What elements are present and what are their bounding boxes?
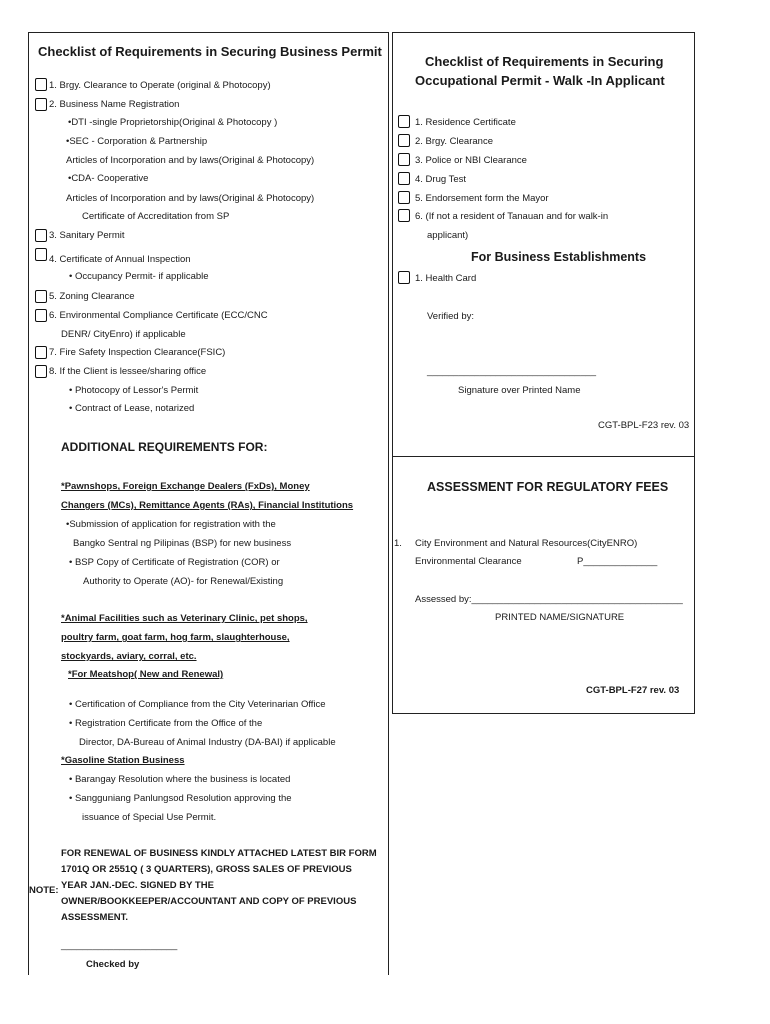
form-code-f27: CGT-BPL-F27 rev. 03 (586, 685, 680, 696)
checkbox-residence-certificate[interactable] (398, 115, 410, 128)
right-top-top-border (392, 32, 695, 33)
item-business-name: 2. Business Name Registration (49, 99, 180, 110)
item-occupancy-permit: • Occupancy Permit- if applicable (69, 271, 209, 282)
item-fsic: 7. Fire Safety Inspection Clearance(FSIC) (49, 347, 226, 358)
right-bottom-bottom-border (392, 713, 695, 714)
animal-item-da-bai: Director, DA-Bureau of Animal Industry (DA-BAI) if applicable (79, 737, 336, 748)
form-code-f23: CGT-BPL-F23 rev. 03 (598, 420, 690, 431)
item-lessee: 8. If the Client is lessee/sharing office (49, 366, 207, 377)
occ-item-residence: 1. Residence Certificate (415, 117, 516, 128)
occ-item-applicant: applicant) (427, 230, 469, 241)
checkbox-occ-brgy-clearance[interactable] (398, 134, 410, 147)
left-panel-left-border (28, 32, 29, 975)
note-line-1: FOR RENEWAL OF BUSINESS KINDLY ATTACHED LATEST BIR FORM (61, 848, 377, 859)
additional-requirements-heading: ADDITIONAL REQUIREMENTS FOR: (61, 440, 268, 454)
right-top-bottom-border (392, 456, 695, 457)
signature-line: ________________________________ (427, 366, 597, 377)
right-top-right-border (694, 32, 695, 457)
checkbox-fsic[interactable] (35, 346, 47, 359)
note-label: NOTE: (29, 885, 59, 896)
checked-by-label: Checked by (86, 959, 140, 970)
note-line-5: ASSESSMENT. (61, 912, 129, 923)
checkbox-ecc[interactable] (35, 309, 47, 322)
checkbox-sanitary-permit[interactable] (35, 229, 47, 242)
printed-name-signature-label: PRINTED NAME/SIGNATURE (495, 612, 625, 623)
item-annual-inspection: 4. Certificate of Annual Inspection (49, 254, 191, 265)
note-line-4: OWNER/BOOKKEEPER/ACCOUNTANT AND COPY OF PREVIOUS (61, 896, 357, 907)
meatshop-heading: *For Meatshop( New and Renewal) (68, 669, 224, 680)
assessed-by-field: Assessed by:________________________________________ (415, 594, 683, 605)
right-bottom-right-border (694, 457, 695, 714)
pawnshops-item-submission: •Submission of application for registration with the (66, 519, 276, 530)
pawnshops-item-cor: • BSP Copy of Certificate of Registration (COR) or (69, 557, 280, 568)
right-top-left-border (392, 32, 393, 457)
gasoline-item-sp-resolution: • Sangguniang Panlungsod Resolution approving the (69, 793, 292, 804)
checkbox-business-name[interactable] (35, 98, 47, 111)
checked-by-line: ______________________ (61, 940, 178, 951)
occ-item-endorsement: 5. Endorsement form the Mayor (415, 193, 549, 204)
item-lessor-permit: • Photocopy of Lessor's Permit (69, 385, 199, 396)
pawnshops-item-bsp-new: Bangko Sentral ng Pilipinas (BSP) for new business (73, 538, 292, 549)
checkbox-police-nbi[interactable] (398, 153, 410, 166)
animal-heading-line2: poultry farm, goat farm, hog farm, slaughterhouse, (61, 632, 290, 643)
animal-heading-line3: stockyards, aviary, corral, etc. (61, 651, 197, 662)
checkbox-non-resident[interactable] (398, 209, 410, 222)
checkbox-brgy-clearance[interactable] (35, 78, 47, 91)
note-line-3: YEAR JAN.-DEC. SIGNED BY THE (61, 880, 214, 891)
item-cda: •CDA- Cooperative (68, 173, 149, 184)
pawnshops-heading-line1: *Pawnshops, Foreign Exchange Dealers (FxDs), Money (61, 481, 310, 492)
item-cda-accreditation: Certificate of Accreditation from SP (82, 211, 230, 222)
animal-item-registration: • Registration Certificate from the Office of the (69, 718, 263, 729)
assessment-item-amount: P______________ (577, 556, 658, 567)
checkbox-health-card[interactable] (398, 271, 410, 284)
assessment-item-env-clearance: Environmental Clearance (415, 556, 522, 567)
item-ecc: 6. Environmental Compliance Certificate (ECC/CNC (49, 310, 268, 321)
left-panel-title: Checklist of Requirements in Securing Business Permit (38, 44, 382, 59)
gasoline-heading: *Gasoline Station Business (61, 755, 185, 766)
checkbox-endorsement[interactable] (398, 191, 410, 204)
assessment-item-number: 1. (394, 538, 402, 549)
item-zoning-clearance: 5. Zoning Clearance (49, 291, 135, 302)
checkbox-annual-inspection[interactable] (35, 248, 47, 261)
item-dti: •DTI -single Proprietorship(Original & Photocopy ) (68, 117, 278, 128)
occ-item-police-nbi: 3. Police or NBI Clearance (415, 155, 527, 166)
verified-by-label: Verified by: (427, 311, 474, 322)
pawnshops-heading-line2: Changers (MCs), Remittance Agents (RAs), Financial Institutions (61, 500, 354, 511)
business-item-health-card: 1. Health Card (415, 273, 477, 284)
checkbox-lessee[interactable] (35, 365, 47, 378)
assessment-title: ASSESSMENT FOR REGULATORY FEES (427, 480, 669, 494)
animal-heading-line1: *Animal Facilities such as Veterinary Clinic, pet shops, (61, 613, 308, 624)
item-sec-articles: Articles of Incorporation and by laws(Original & Photocopy) (66, 155, 315, 166)
item-cda-articles: Articles of Incorporation and by laws(Original & Photocopy) (66, 193, 315, 204)
gasoline-item-barangay: • Barangay Resolution where the business is located (69, 774, 291, 785)
pawnshops-item-ao: Authority to Operate (AO)- for Renewal/Existing (83, 576, 284, 587)
note-line-2: 1701Q OR 2551Q ( 3 QUARTERS), GROSS SALES OF PREVIOUS (61, 864, 352, 875)
assessment-item-cityenro: City Environment and Natural Resources(CityENRO) (415, 538, 638, 549)
gasoline-item-special-use: issuance of Special Use Permit. (82, 812, 217, 823)
occ-item-drug-test: 4. Drug Test (415, 174, 467, 185)
left-panel-right-border (388, 32, 389, 975)
checkbox-zoning-clearance[interactable] (35, 290, 47, 303)
signature-label: Signature over Printed Name (458, 385, 581, 396)
business-establishments-heading: For Business Establishments (471, 250, 647, 264)
occ-item-brgy-clearance: 2. Brgy. Clearance (415, 136, 493, 147)
item-ecc-denr: DENR/ CityEnro) if applicable (61, 329, 186, 340)
item-sec: •SEC - Corporation & Partnership (66, 136, 208, 147)
right-bottom-left-border (392, 457, 393, 714)
item-sanitary-permit: 3. Sanitary Permit (49, 230, 125, 241)
checkbox-drug-test[interactable] (398, 172, 410, 185)
item-lease-contract: • Contract of Lease, notarized (69, 403, 195, 414)
left-panel-top-border (28, 32, 389, 33)
occupational-title-line2: Occupational Permit - Walk -In Applicant (415, 73, 665, 88)
occ-item-non-resident: 6. (If not a resident of Tanauan and for walk-in (415, 211, 609, 222)
animal-item-vet: • Certification of Compliance from the City Veterinarian Office (69, 699, 326, 710)
occupational-title-line1: Checklist of Requirements in Securing (425, 54, 664, 69)
item-brgy-clearance: 1. Brgy. Clearance to Operate (original & Photocopy) (49, 80, 271, 91)
